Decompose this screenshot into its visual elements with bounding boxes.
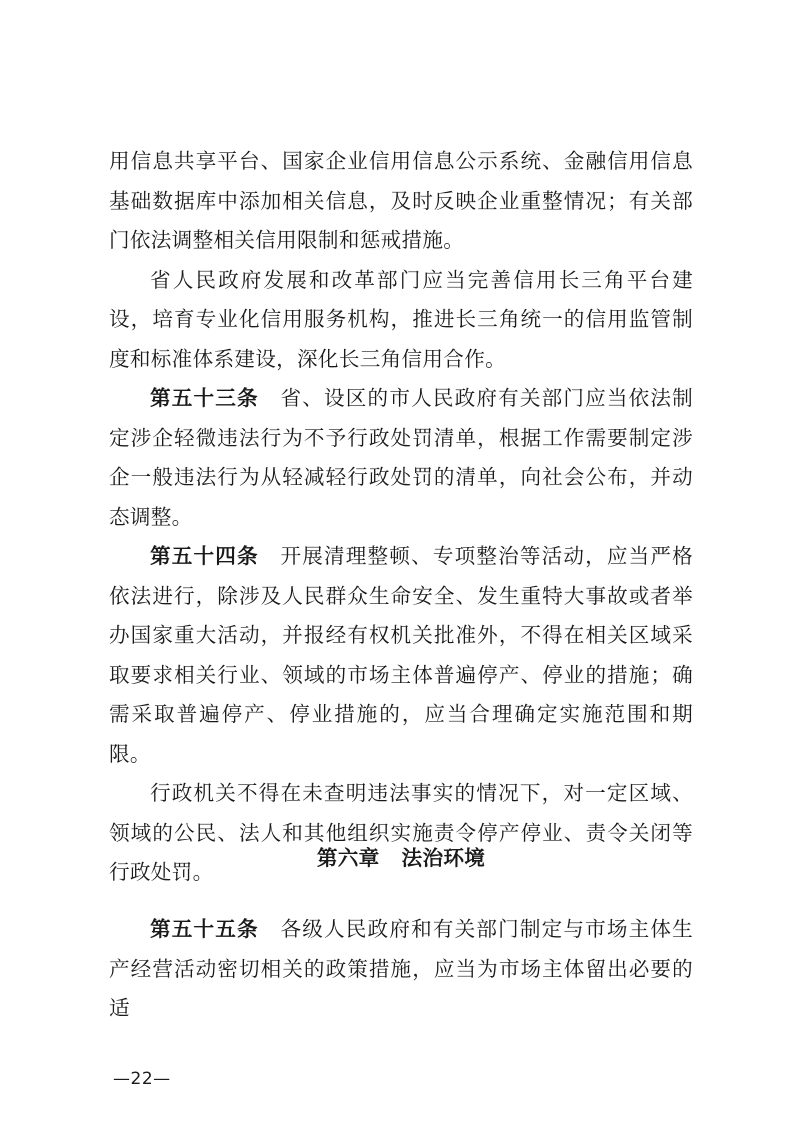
article-spacer bbox=[259, 544, 280, 568]
paragraph-text: 省人民政府发展和改革部门应当完善信用长三角平台建设，培育专业化信用服务机构，推进长三角统一的信用监管制度和标准体系建设，深化长三角信用合作。 bbox=[109, 267, 693, 371]
article-number: 第五十五条 bbox=[150, 917, 259, 941]
article-53 bbox=[109, 379, 693, 537]
paragraph-text: 用信息共享平台、国家企业信用信息公示系统、金融信用信息基础数据库中添加相关信息，及时反映企业重整情况；有关部门依法调整相关信用限制和惩戒措施。 bbox=[109, 149, 693, 252]
article-55 bbox=[109, 910, 693, 1029]
article-text: 各级人民政府和有关部门制定与市场主体生产经营活动密切相关的政策措施，应当为市场主体留出必要的适 bbox=[109, 917, 694, 1020]
article-number: 第五十四条 bbox=[150, 544, 259, 568]
chapter-number: 第六章 bbox=[316, 846, 380, 870]
article-number: 第五十三条 bbox=[150, 386, 259, 410]
article-text: 省、设区的市人民政府有关部门应当依法制定涉企轻微违法行为不予行政处罚清单，根据工作需要制定涉企一般违法行为从轻减轻行政处罚的清单，向社会公布，并动态调整。 bbox=[109, 386, 694, 529]
document-body bbox=[109, 142, 693, 893]
paragraph-credit-platform bbox=[109, 261, 693, 380]
article-spacer bbox=[259, 386, 280, 410]
chapter-title: 法治环境 bbox=[401, 846, 486, 870]
paragraph-continuation bbox=[109, 142, 693, 261]
article-spacer bbox=[259, 917, 280, 941]
article-54 bbox=[109, 537, 693, 774]
paragraph-text: 行政机关不得在未查明违法事实的情况下，对一定区域、领域的公民、法人和其他组织实施责令停产停业、责令关闭等行政处罚。 bbox=[109, 781, 693, 884]
document-body-continued bbox=[109, 910, 693, 1029]
chapter-heading bbox=[109, 838, 693, 878]
article-text: 开展清理整顿、专项整治等活动，应当严格依法进行，除涉及人民群众生命安全、发生重特大事故或者举办国家重大活动，并报经有权机关批准外，不得在相关区域采取要求相关行业、领域的市场主体普遍停产、停业的措施；确需采取普遍停产、停业措施的，应当合理确定实施范围和期限。 bbox=[109, 544, 694, 766]
page-number: —22— bbox=[113, 1069, 171, 1089]
